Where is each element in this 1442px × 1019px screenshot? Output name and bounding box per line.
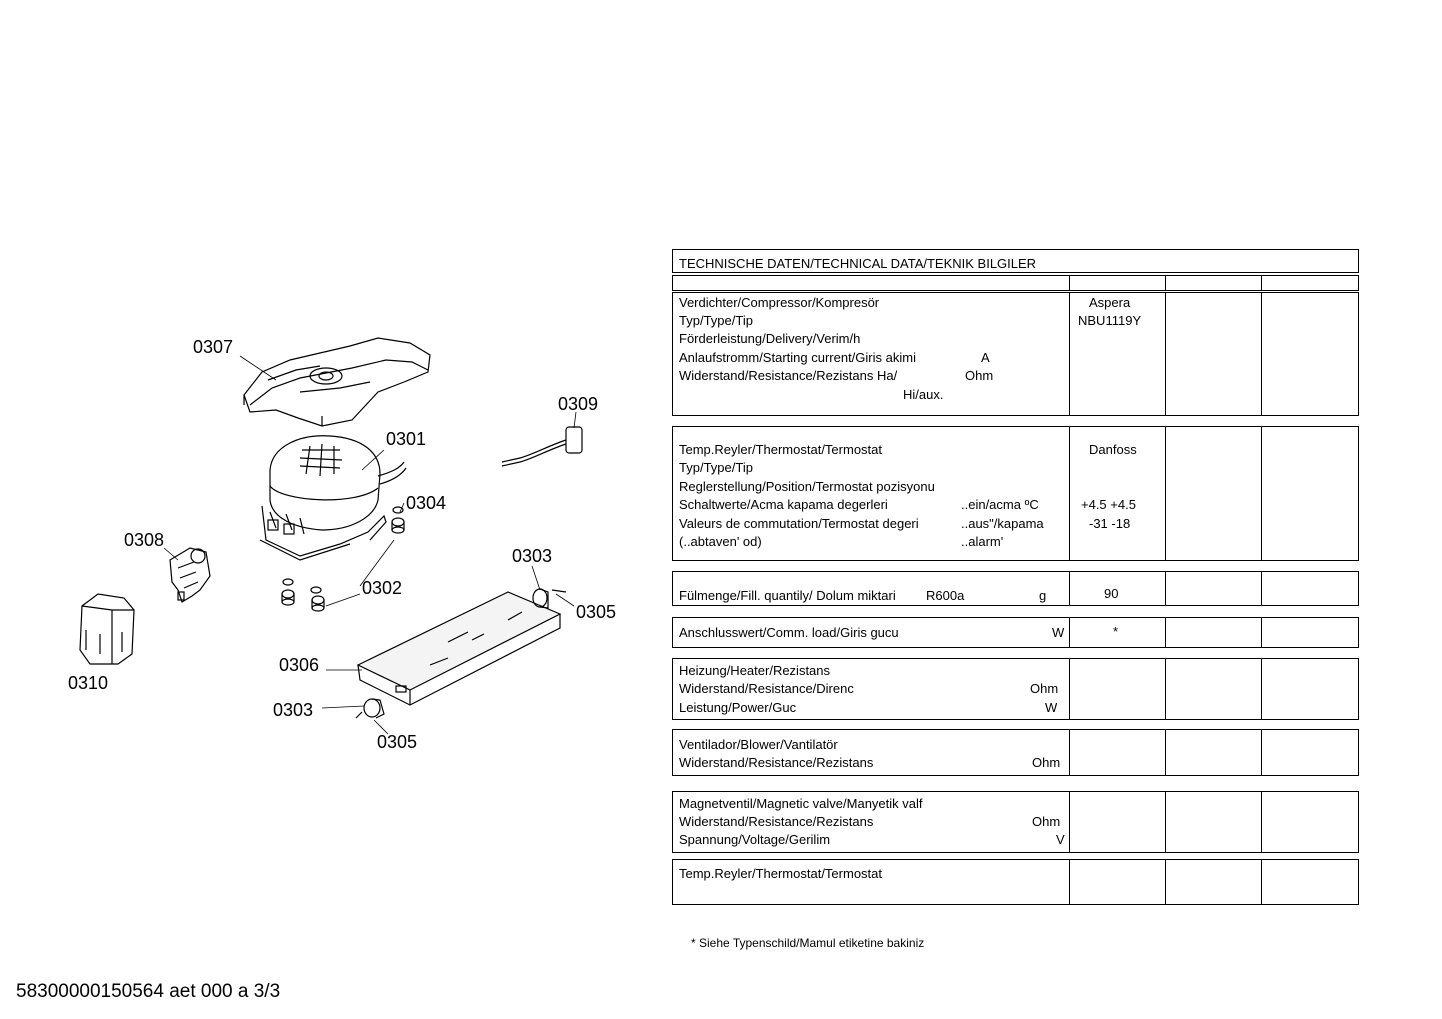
heater-row-2: Leistung/Power/Guc — [679, 700, 797, 715]
table-title: TECHNISCHE DATEN/TECHNICAL DATA/TEKNIK BILGILER — [672, 249, 1359, 273]
thermostat-sub-1: ..aus"/kapama — [961, 516, 1044, 531]
compressor-brand: Aspera — [1089, 295, 1131, 310]
section-compressor — [672, 292, 1359, 416]
thermostat-row-5: (..abtaven' od) — [679, 534, 762, 549]
part-0310-box — [80, 594, 134, 664]
label-0306: 0306 — [279, 655, 320, 675]
thermostat-sub-2: ..alarm' — [961, 534, 1004, 549]
thermostat-row-2: Reglerstellung/Position/Termostat pozisyonu — [679, 479, 935, 494]
table-header-row — [672, 275, 1359, 291]
heater-row-0: Heizung/Heater/Rezistans — [679, 663, 831, 678]
compressor-type: NBU1119Y — [1078, 313, 1142, 328]
label-0303-left: 0303 — [273, 700, 314, 720]
thermostat-brand: Danfoss — [1089, 442, 1137, 457]
label-0303-right: 0303 — [512, 546, 553, 566]
thermostat-row-4: Valeurs de commutation/Termostat degeri — [679, 516, 919, 531]
part-0308-relay — [170, 548, 210, 602]
fill-value: 90 — [1104, 586, 1119, 601]
part-0307-cover — [244, 338, 430, 426]
section-fill-quantity — [672, 571, 1359, 606]
label-0310: 0310 — [68, 673, 109, 693]
blower-row-0: Ventilador/Blower/Vantilatör — [679, 737, 838, 752]
heater-unit-w: W — [1045, 700, 1058, 715]
label-0307: 0307 — [193, 337, 234, 357]
compressor-row-4: Widerstand/Resistance/Rezistans Ha/ — [679, 368, 898, 383]
compressor-unit-ohm: Ohm — [965, 368, 994, 383]
load-value: * — [1113, 624, 1119, 639]
thermostat-row-1: Typ/Type/Tip — [679, 460, 753, 475]
thermostat-row-3: Schaltwerte/Acma kapama degerleri — [679, 497, 888, 512]
section-blower — [672, 729, 1359, 776]
label-0309: 0309 — [558, 394, 599, 414]
label-0305-left: 0305 — [377, 732, 418, 752]
compressor-row-0: Verdichter/Compressor/Kompresör — [679, 295, 880, 310]
thermostat-off-values: -31 -18 — [1089, 516, 1131, 531]
valve-unit-v: V — [1056, 832, 1065, 847]
thermostat-row-0: Temp.Reyler/Thermostat/Termostat — [679, 442, 883, 457]
blower-unit: Ohm — [1032, 755, 1061, 770]
compressor-row-1: Typ/Type/Tip — [679, 313, 753, 328]
section-comm-load — [672, 617, 1359, 648]
label-0308: 0308 — [124, 530, 165, 550]
blower-row-1: Widerstand/Resistance/Rezistans — [679, 755, 874, 770]
label-0305-right: 0305 — [576, 602, 617, 622]
compressor-row-2: Förderleistung/Delivery/Verim/h — [679, 331, 861, 346]
label-0302: 0302 — [362, 578, 403, 598]
thermostat2-label: Temp.Reyler/Thermostat/Termostat — [679, 866, 883, 881]
load-unit: W — [1052, 625, 1065, 640]
heater-row-1: Widerstand/Resistance/Direnc — [679, 681, 854, 696]
part-0301-compressor — [260, 436, 406, 560]
label-0304: 0304 — [406, 493, 447, 513]
compressor-row-5: Hi/aux. — [903, 387, 944, 402]
valve-row-1: Widerstand/Resistance/Rezistans — [679, 814, 874, 829]
compressor-unit-a: A — [981, 350, 990, 365]
valve-row-0: Magnetventil/Magnetic valve/Manyetik valf — [679, 796, 923, 811]
thermostat-on-values: +4.5 +4.5 — [1081, 497, 1136, 512]
part-0303-0305-left — [356, 699, 384, 718]
fill-label: Fülmenge/Fill. quantily/ Dolum miktari — [679, 588, 896, 603]
document-number: 58300000150564 aet 000 a 3/3 — [16, 981, 281, 1002]
thermostat-sub-0: ..ein/acma ºC — [961, 497, 1039, 512]
fill-unit: g — [1039, 588, 1047, 603]
part-0304-grommets — [392, 507, 404, 533]
section-heater — [672, 658, 1359, 720]
part-0309-capacitor — [502, 427, 582, 466]
footnote: * Siehe Typenschild/Mamul etiketine bakiniz — [691, 936, 925, 950]
heater-unit-ohm: Ohm — [1030, 681, 1059, 696]
load-label: Anschlusswert/Comm. load/Giris gucu — [679, 625, 899, 640]
section-thermostat — [672, 426, 1359, 561]
compressor-row-3: Anlaufstromm/Starting current/Giris akimi — [679, 350, 916, 365]
fill-refrigerant: R600a — [926, 588, 965, 603]
valve-row-2: Spannung/Voltage/Gerilim — [679, 832, 831, 847]
section-magnetic-valve — [672, 791, 1359, 853]
valve-unit-ohm: Ohm — [1032, 814, 1061, 829]
part-0302-feet — [282, 579, 324, 611]
leader-lines — [164, 356, 576, 734]
section-thermostat-2 — [672, 859, 1359, 905]
part-0306-base-plate — [358, 592, 560, 705]
label-0301: 0301 — [386, 429, 427, 449]
